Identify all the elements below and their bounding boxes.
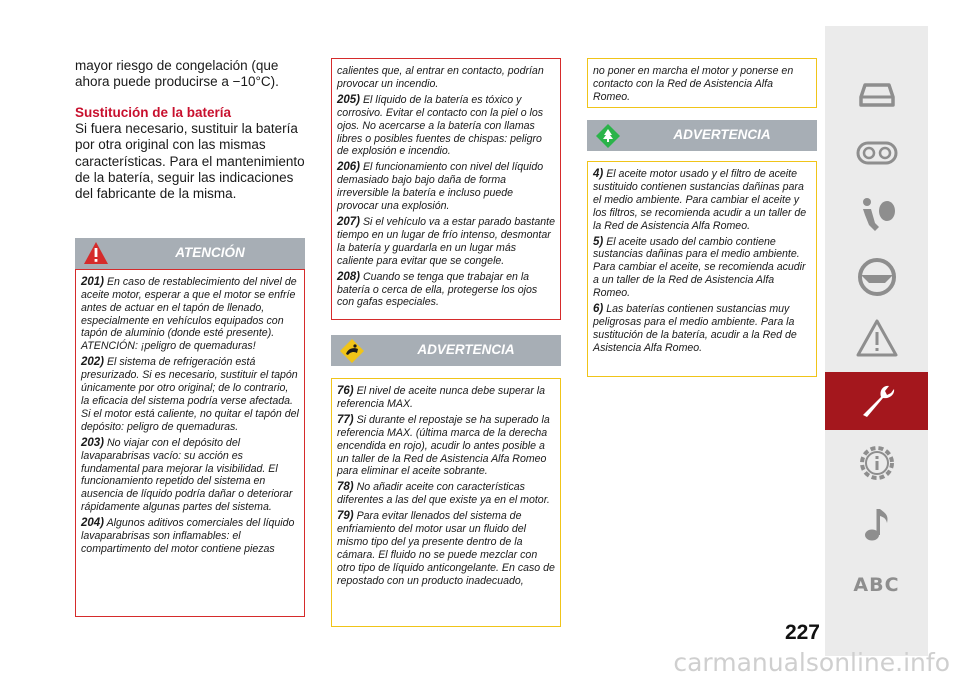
advisory-title-2: ADVERTENCIA [673, 127, 771, 142]
note-4: 4) El aceite motor usado y el filtro de aceite sustituido contienen sustancias dañinas para el medio ambiente. Para cambiar el aceite y los filtros, se recomienda acudir a un taller de la Red de Asistencia Alfa Romeo. [593, 168, 807, 232]
car-icon [855, 71, 899, 115]
advisory-header [331, 335, 561, 366]
advisory-box-continued [587, 58, 817, 108]
warning-box-continued [331, 58, 561, 320]
section-title: Sustitución de la batería [75, 104, 232, 120]
note-76: 76) El nivel de aceite nunca debe superar la referencia MAX. [337, 385, 546, 410]
advisory-title: ADVERTENCIA [417, 342, 515, 357]
advisory-header-2 [587, 120, 817, 151]
intro-text: mayor riesgo de congelación (que ahora puede producirse a −10°C). [75, 58, 279, 90]
chapter-sidebar [825, 26, 928, 656]
note-208: 208) Cuando se tenga que trabajar en la batería o cerca de ella, protegerse los ojos con gafas especiales. [337, 270, 538, 309]
music-note-icon [855, 503, 899, 547]
note-78: 78) No añadir aceite con características diferentes a las del que existe ya en el motor. [337, 481, 550, 507]
gear-info-icon [855, 441, 899, 485]
dashboard-icon [855, 131, 899, 175]
wrench-icon [855, 379, 899, 423]
section-body: Si fuera necesario, sustituir la batería por otra original con las mismas características. Para el mantenimiento de la batería, seguir las indicaciones del fabricante de la misma. [75, 120, 305, 202]
note-204: 204) Algunos aditivos comerciales del líquido lavaparabrisas son inflamables: el compartimento del motor contiene piezas [81, 517, 295, 555]
note-77: 77) Si durante el repostaje se ha superado la referencia MAX. (última marca de la derecha encendida en rojo), acudir lo antes posible a un taller de la Red de Asistencia Alfa Romeo para eliminar el aceite sobrante. [337, 413, 550, 478]
nav-car[interactable] [825, 64, 928, 122]
note-5: 5) El aceite usado del cambio contiene sustancias dañinas para el medio ambiente. Para cambiar el aceite, se recomienda acudir a un taller de la Red de Asistencia Alfa Romeo. [593, 235, 806, 300]
nav-index[interactable] [825, 556, 928, 614]
column-right [587, 58, 817, 377]
note-79: 79) Para evitar llenados del sistema de enfriamiento del motor usar un fluido del mismo tipo del ya presente dentro de la cámara. El fluido no se puede mezclar con otro tipo de líquido anticongelante. En caso de repostado con un producto inadecuado, [337, 510, 555, 587]
nav-technical[interactable] [825, 434, 928, 492]
note-201: 201) En caso de restablecimiento del nivel de aceite motor, esperar a que el motor se enfríe antes de actuar en el tapón de llenado, especialmente en vehículos equipados con tapón de aluminio (donde esté presente). ATENCIÓN: ¡peligro de quemaduras! [81, 275, 297, 353]
nav-driving[interactable] [825, 248, 928, 306]
note-continued: calientes que, al entrar en contacto, podrían provocar un incendio. [337, 65, 544, 90]
nav-multimedia[interactable] [825, 496, 928, 554]
warning-box [75, 269, 305, 617]
steering-wheel-icon [855, 255, 899, 299]
advisory-box [331, 378, 561, 627]
note-202: 202) El sistema de refrigeración está presurizado. Si es necesario, sustituir el tapón únicamente por otro original; de lo contrario, la eficacia del sistema podría verse afectada. Si el motor está caliente, no quitar el tapón del depósito: peligro de quemaduras. [81, 356, 299, 433]
warning-triangle-icon [855, 317, 899, 361]
watermark: carmanualsonline.info [673, 648, 950, 677]
warning-header [75, 238, 305, 269]
warning-title: ATENCIÓN [175, 244, 245, 260]
note-203: 203) No viajar con el depósito del lavaparabrisas vacío: su acción es fundamental para mejorar la visibilidad. El funcionamiento repetido del sistema en ausencia de líquido podría dañar o deteriorar rápidamente algunas partes del sistema. [81, 436, 293, 514]
page-number: 227 [784, 621, 820, 644]
column-left [75, 58, 305, 617]
nav-safety[interactable] [825, 186, 928, 244]
abc-label: ABC [853, 574, 900, 596]
note-206: 206) El funcionamiento con nivel del líquido demasiado bajo bajo daña de forma irreversible la batería e incluso puede provocar una explosión. [337, 161, 544, 213]
airbag-icon [855, 193, 899, 237]
note-205: 205) El líquido de la batería es tóxico y corrosivo. Evitar el contacto con la piel o los ojos. No acercarse a la batería con llamas libres o posibles fuentes de chispas: peligro de explosión e incendio. [337, 93, 544, 158]
advisory-box-2 [587, 161, 817, 377]
note-continued-3: no poner en marcha el motor y ponerse en contacto con la Red de Asistencia Alfa Romeo. [593, 65, 794, 103]
nav-maintenance[interactable] [825, 372, 928, 430]
column-middle [331, 58, 561, 627]
note-207: 207) Si el vehículo va a estar parado bastante tiempo en un lugar de frío intenso, desmontar la batería y guardarla en un lugar más caliente para evitar que se congele. [337, 215, 555, 267]
nav-dashboard[interactable] [825, 124, 928, 182]
nav-emergency[interactable] [825, 310, 928, 368]
note-6: 6) Las baterías contienen sustancias muy peligrosas para el medio ambiente. Para la sustitución de la batería, acudir a la Red de Asistencia Alfa Romeo. [593, 303, 797, 354]
